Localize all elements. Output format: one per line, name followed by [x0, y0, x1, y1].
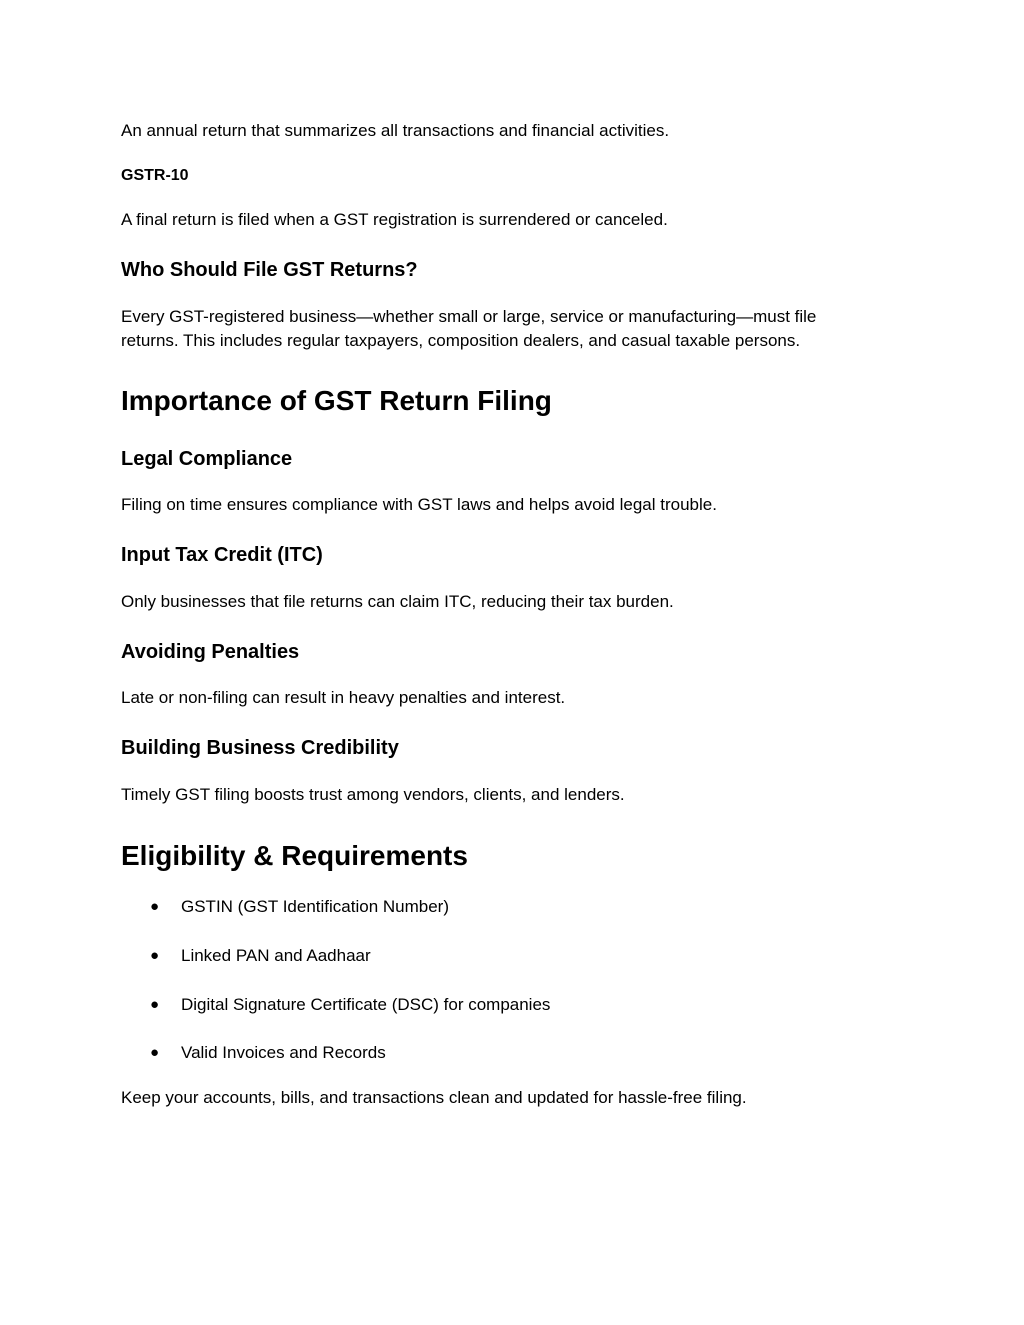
legal-compliance-heading: Legal Compliance — [121, 448, 293, 470]
list-item-text: Linked PAN and Aadhaar — [181, 946, 371, 965]
penalties-heading: Avoiding Penalties — [121, 641, 300, 663]
bullet-icon: ● — [150, 898, 160, 915]
importance-heading: Importance of GST Return Filing — [121, 385, 552, 416]
itc-heading: Input Tax Credit (ITC) — [121, 544, 323, 566]
list-item-text: GSTIN (GST Identification Number) — [181, 897, 449, 916]
credibility-paragraph: Timely GST filing boosts trust among vendors, clients, and lenders. — [121, 785, 625, 804]
bullet-icon: ● — [150, 996, 160, 1013]
who-heading: Who Should File GST Returns? — [121, 259, 418, 281]
gstr10-paragraph: A final return is filed when a GST registration is surrendered or canceled. — [121, 210, 668, 229]
itc-paragraph: Only businesses that file returns can claim ITC, reducing their tax burden. — [121, 592, 674, 611]
credibility-heading: Building Business Credibility — [121, 737, 399, 759]
gstr10-heading: GSTR-10 — [121, 167, 189, 184]
penalties-paragraph: Late or non-filing can result in heavy penalties and interest. — [121, 688, 566, 707]
intro-paragraph: An annual return that summarizes all transactions and financial activities. — [121, 121, 670, 140]
bullet-icon: ● — [150, 1044, 160, 1061]
closing-paragraph: Keep your accounts, bills, and transactions clean and updated for hassle-free filing. — [121, 1088, 747, 1107]
who-paragraph-line-1: Every GST-registered business—whether small or large, service or manufacturing—must file — [121, 307, 817, 326]
eligibility-heading: Eligibility & Requirements — [121, 840, 468, 871]
list-item-text: Valid Invoices and Records — [181, 1043, 386, 1062]
legal-compliance-paragraph: Filing on time ensures compliance with GST laws and helps avoid legal trouble. — [121, 495, 717, 514]
list-item-text: Digital Signature Certificate (DSC) for companies — [181, 995, 551, 1014]
who-paragraph-line-2: returns. This includes regular taxpayers, composition dealers, and casual taxable persons. — [121, 331, 801, 350]
bullet-icon: ● — [150, 947, 160, 964]
